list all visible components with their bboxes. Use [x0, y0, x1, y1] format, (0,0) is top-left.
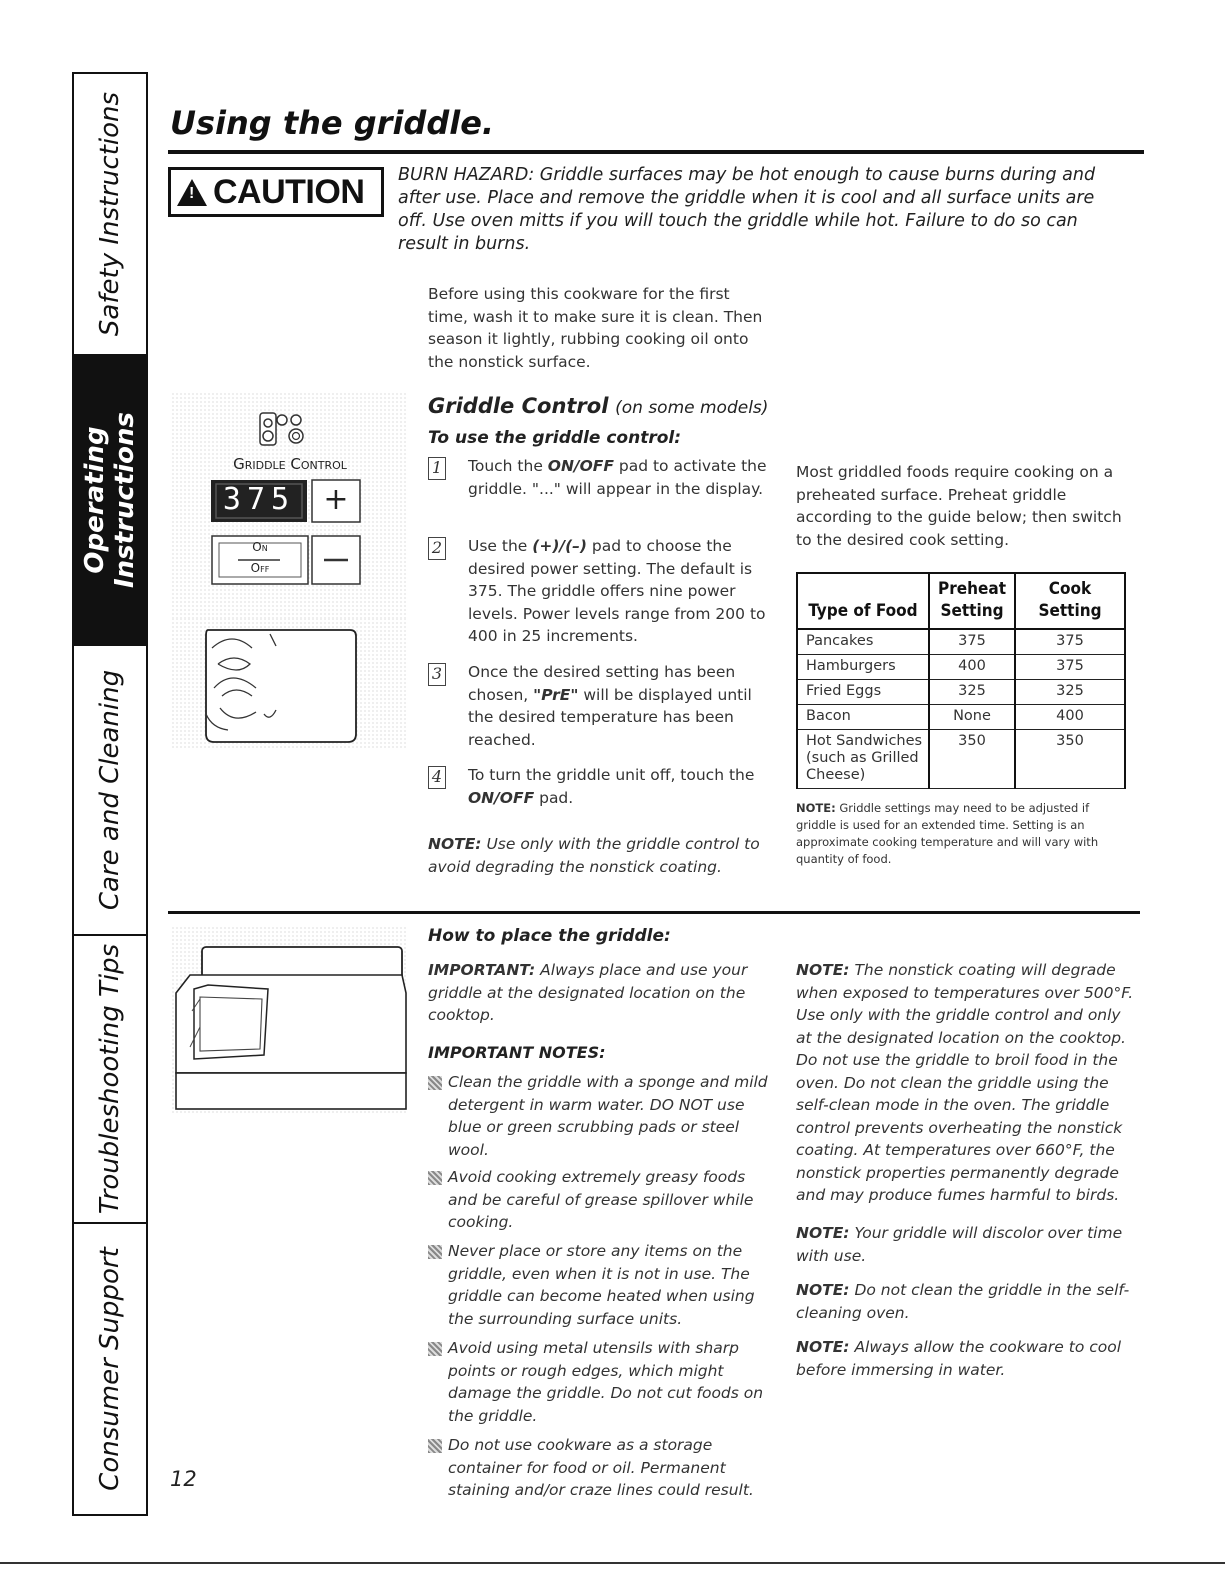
step-number: 3: [428, 663, 446, 686]
preheat-cell: 375: [929, 629, 1015, 655]
important-label: IMPORTANT:: [428, 961, 536, 979]
tab-label: Safety Instructions: [95, 91, 126, 337]
griddle-control-label: Griddle Control: [233, 455, 347, 473]
caution-label: CAUTION: [213, 172, 365, 211]
table-note: NOTE: Griddle settings may need to be adjusted if griddle is used for an extended time. Setting is an approximate cooking temperature and will vary with quantity of food.: [796, 801, 1099, 866]
caution-text: BURN HAZARD: Griddle surfaces may be hot enough to cause burns during and after use. Place and remove the griddle when it is cool and all surface units are off. Use oven mitts if you will touch the griddle while hot. Failure to do so can result in burns.: [398, 165, 1096, 254]
important-paragraph: IMPORTANT: Always place and use your griddle at the designated location on the cooktop.: [428, 961, 748, 1024]
list-item: [428, 1240, 773, 1330]
bullet-text: Never place or store any items on the griddle, even when it is not in use. The griddle can become heated when using the surrounding surface units.: [448, 1242, 755, 1328]
bullet-text: Clean the griddle with a sponge and mild detergent in warm water. DO NOT use blue or green scrubbing pads or steel wool.: [448, 1073, 768, 1159]
on-off-pad-label: ON/OFF: [468, 788, 535, 807]
bottom-rule: [0, 1562, 1225, 1564]
griddle-control-title: Griddle Control: [428, 394, 609, 418]
table-row: [797, 730, 1125, 789]
table-row: [797, 705, 1125, 730]
note-label: NOTE:: [796, 961, 850, 979]
section-rule: [168, 911, 1140, 914]
bullet-text: Do not use cookware as a storage container for food or oil. Permanent staining and/or craze lines could result.: [448, 1436, 754, 1499]
preheat-cell: None: [929, 705, 1015, 730]
note-label: NOTE:: [428, 835, 482, 853]
table-row: [797, 629, 1125, 655]
cooking-guide-table: [796, 572, 1126, 789]
griddle-control-illustration: [172, 393, 408, 625]
pre-label: "PrE": [533, 685, 579, 704]
bullet-icon: [428, 1245, 442, 1259]
step-4: [428, 764, 768, 809]
tab-care-and-cleaning[interactable]: [74, 646, 146, 936]
griddle-placement-illustration: [172, 927, 408, 1113]
preheat-cell: 350: [929, 730, 1015, 789]
intro-paragraph: Before using this cookware for the first time, wash it to make sure it is clean. Then season it lightly, rubbing cooking oil onto the nonstick surface.: [428, 285, 763, 371]
note-paragraph: NOTE: Your griddle will discolor over time with use.: [796, 1224, 1123, 1265]
food-cell: Hot Sandwiches (such as Grilled Cheese): [797, 730, 929, 789]
column-header: Cook Setting: [1015, 573, 1125, 629]
food-cell: Fried Eggs: [797, 680, 929, 705]
page-title: Using the griddle.: [170, 104, 495, 142]
step-number: 2: [428, 537, 446, 560]
caution-badge: [168, 167, 384, 217]
column-header: Type of Food: [797, 573, 929, 629]
preheat-paragraph: Most griddled foods require cooking on a preheated surface. Preheat griddle according to the guide below; then switch to the desired cook setting.: [796, 463, 1122, 549]
on-label: On: [252, 540, 268, 554]
cook-cell: 325: [1015, 680, 1125, 705]
table-row: [797, 680, 1125, 705]
tab-label: Operating Instructions: [80, 411, 141, 589]
title-rule: [168, 150, 1144, 154]
use-control-heading: To use the griddle control:: [428, 428, 682, 448]
food-cell: Hamburgers: [797, 655, 929, 680]
tab-label: Consumer Support: [95, 1247, 125, 1491]
list-item: [428, 1071, 773, 1161]
note-paragraph: NOTE: Do not clean the griddle in the self-cleaning oven.: [796, 1281, 1130, 1322]
bullet-icon: [428, 1439, 442, 1453]
step-3: [428, 661, 768, 751]
step-text: Use the (+)/(–) pad to choose the desired power setting. The default is 375. The griddle offers nine power levels. Power levels range from 200 to 400 in 25 increments.: [468, 537, 766, 645]
list-item: [428, 1434, 773, 1502]
note-label: NOTE:: [796, 1338, 850, 1356]
note-label: NOTE:: [796, 801, 836, 815]
column-header: Preheat Setting: [929, 573, 1015, 629]
tab-troubleshooting-tips[interactable]: [74, 936, 146, 1224]
plus-button[interactable]: +: [323, 482, 349, 517]
note-paragraph: NOTE: Always allow the cookware to cool before immersing in water.: [796, 1338, 1122, 1379]
list-item: [428, 1166, 773, 1234]
list-item: [428, 1337, 773, 1427]
step-text: Touch the ON/OFF pad to activate the griddle. "..." will appear in the display.: [468, 457, 767, 498]
on-off-pad-label: ON/OFF: [547, 457, 614, 475]
table-row: [797, 655, 1125, 680]
food-cell: Pancakes: [797, 629, 929, 655]
step-number: 4: [428, 766, 446, 789]
tab-label: Troubleshooting Tips: [95, 943, 126, 1215]
section-tabs: [72, 72, 148, 1516]
bullet-icon: [428, 1171, 442, 1185]
step-1: [428, 455, 768, 500]
temperature-display: 375: [222, 482, 296, 517]
page-number: 12: [170, 1467, 197, 1491]
preheat-cell: 325: [929, 680, 1015, 705]
bullet-icon: [428, 1342, 442, 1356]
off-label: Off: [250, 561, 270, 575]
preheat-cell: 400: [929, 655, 1015, 680]
bullet-text: Avoid cooking extremely greasy foods and be careful of grease spillover while cooking.: [448, 1168, 754, 1231]
important-notes-heading: IMPORTANT NOTES:: [428, 1043, 606, 1062]
tab-consumer-support[interactable]: [74, 1224, 146, 1514]
bullet-icon: [428, 1076, 442, 1090]
cook-cell: 400: [1015, 705, 1125, 730]
step-2: [428, 535, 768, 648]
step-number: 1: [428, 457, 446, 480]
bullet-text: Avoid using metal utensils with sharp points or rough edges, which might damage the griddle. Do not cut foods on the griddle.: [448, 1339, 764, 1425]
step-text: Once the desired setting has been chosen, "PrE" will be displayed until the desired temperature has been reached.: [468, 663, 752, 749]
cook-cell: 375: [1015, 629, 1125, 655]
warning-triangle-icon: [177, 179, 207, 206]
note-label: NOTE:: [796, 1224, 850, 1242]
note-paragraph: NOTE: The nonstick coating will degrade when exposed to temperatures over 500°F. Use only with the griddle control and only at the designated location on the cooktop. Do not use the griddle to broil food in the oven. Do not clean the griddle using the self-clean mode in the oven. The griddle control prevents overheating the nonstick coating. At temperatures over 660°F, the nonstick properties permanently degrade and may produce fumes harmful to birds.: [796, 961, 1134, 1204]
note-label: NOTE:: [796, 1281, 850, 1299]
plus-minus-pad-label: (+)/(–): [532, 537, 587, 555]
cooktop-illustration: [172, 618, 408, 748]
tab-label: Care and Cleaning: [95, 669, 125, 911]
table-header-row: [797, 573, 1125, 629]
step-text: To turn the griddle unit off, touch the ON/OFF pad.: [468, 766, 755, 807]
cook-cell: 375: [1015, 655, 1125, 680]
griddle-control-subtitle: (on some models): [615, 398, 769, 418]
placement-heading: How to place the griddle:: [428, 926, 671, 946]
griddle-control-note: NOTE: Use only with the griddle control to avoid degrading the nonstick coating.: [428, 835, 760, 876]
cook-cell: 350: [1015, 730, 1125, 789]
griddle-control-heading: [428, 394, 768, 418]
tab-safety-instructions[interactable]: [74, 74, 146, 356]
food-cell: Bacon: [797, 705, 929, 730]
tab-operating-instructions[interactable]: [74, 356, 146, 646]
